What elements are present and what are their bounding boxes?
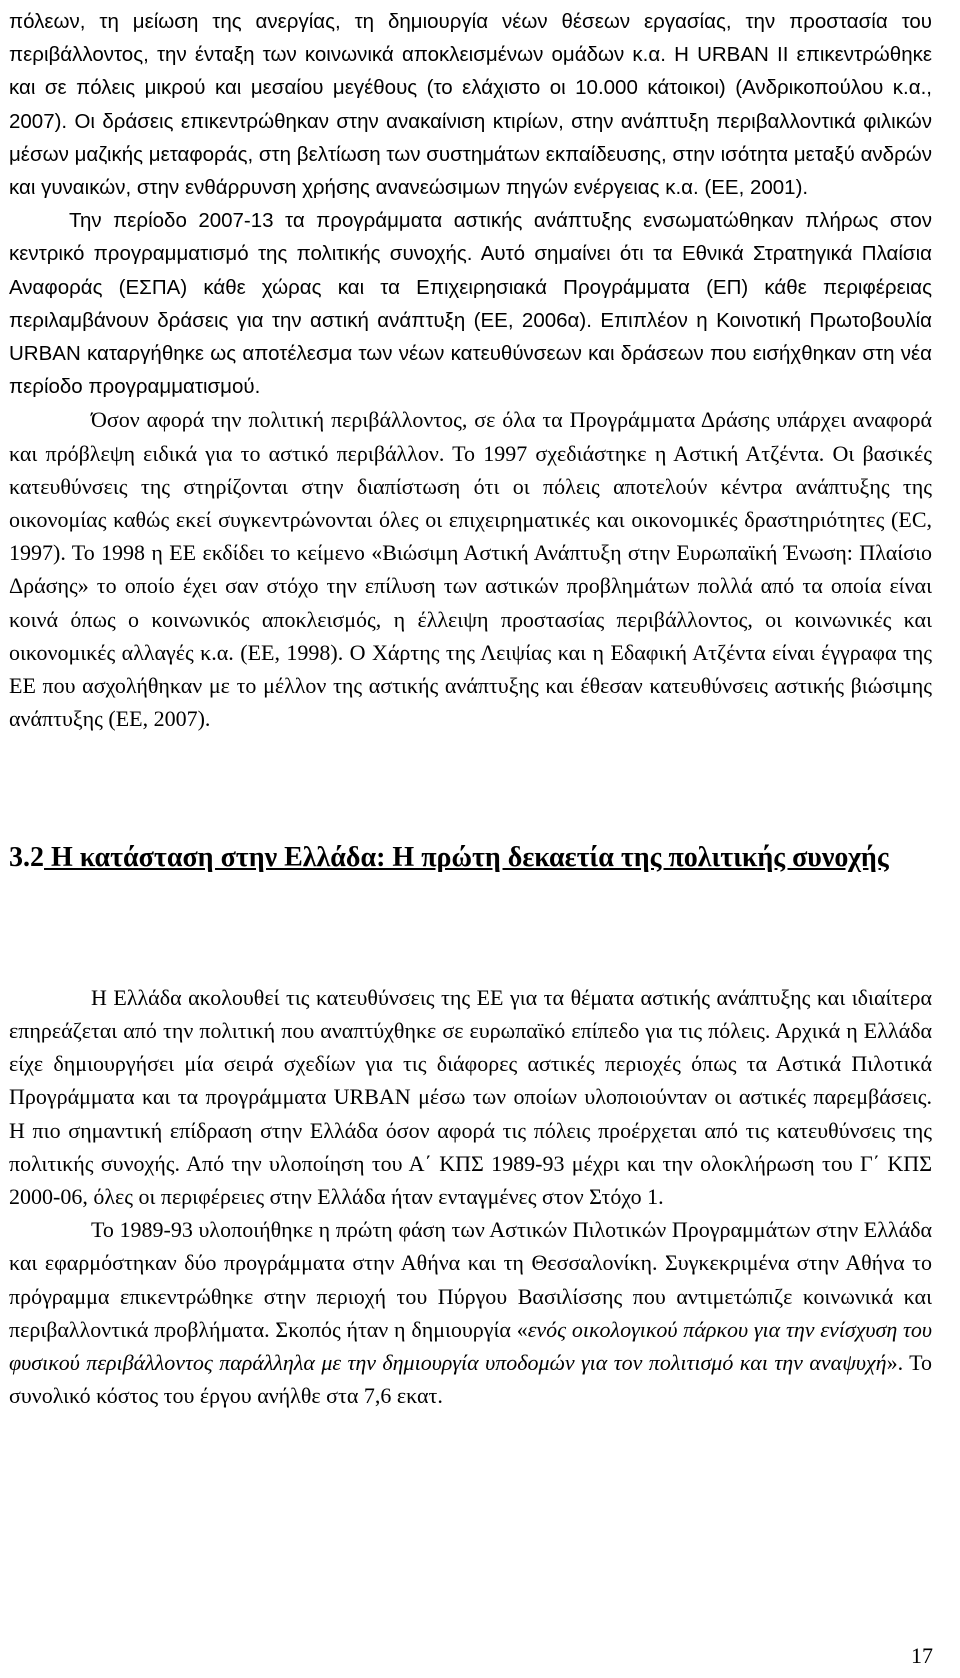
paragraph-urban-ii: πόλεων, τη μείωση της ανεργίας, τη δημιουργία νέων θέσεων εργασίας, την προστασία του περιβάλλοντος, την ένταξη των κοινωνικά αποκλεισμένων ομάδων κ.α. Η URBAN II επικεντρώθηκε και σε πόλεις μικρού και μεσαίου μεγέθους (το ελάχιστο οι 10.000 κάτοικοι) (Ανδρικοπούλου κ.α., 2007). Οι δράσεις επικεντρώθηκαν στην ανακαίνιση κτιρίων, στην ανάπτυξη περιβαλλοντικά φιλικών μέσων μαζικής μεταφοράς, στη βελτίωση των συστημάτων εκπαίδευσης, στην ισότητα μεταξύ ανδρών και γυναικών, στην ενθάρρυνση χρήσης ανανεώσιμων πηγών ενέργειας κ.α. (ΕΕ, 2001).: [9, 10, 932, 200]
pilot-text-start: Το 1989-93 υλοποιήθηκε η πρώτη φάση των Αστικών Πιλοτικών Προγραμμάτων στην Ελλάδα και εφαρμόστηκαν δύο προγράμματα στην Αθήνα και τη Θεσσαλονίκη. Συγκεκριμένα στην Αθήνα το πρόγραμμα επικεντρώθηκε στην περιοχή του Πύργου Βασιλίσσης που αντιμετώπιζε κοινωνικά και περιβαλλοντικά προβλήματα. Σκοπός ήταν η δημιουργία «: [9, 1217, 932, 1342]
section-number: 3.2: [9, 842, 44, 874]
spacer: [9, 901, 932, 981]
section-title: Η κατάσταση στην Ελλάδα: Η πρώτη δεκαετία της πολιτικής συνοχής: [44, 842, 889, 874]
page-number: 17: [911, 1642, 933, 1668]
section-heading: [9, 839, 932, 877]
paragraph-environment-policy: Όσον αφορά την πολιτική περιβάλλοντος, σε όλα τα Προγράμματα Δράσης υπάρχει αναφορά και πρόβλεψη ειδικά για το αστικό περιβάλλον. Το 1997 σχεδιάστηκε η Αστική Ατζέντα. Οι βασικές κατευθύνσεις της στηρίζονται στην διαπίστωση ότι οι πόλεις αποτελούν κέντρα ανάπτυξης της οικονομίας καθώς εκεί συγκεντρώνονται όλες οι επιχειρηματικές και οικονομικές δραστηριότητες (EC, 1997). Το 1998 η ΕΕ εκδίδει το κείμενο «Βιώσιμη Αστική Ανάπτυξη στην Ευρωπαϊκή Ένωση: Πλαίσιο Δράσης» το οποίο έχει σαν στόχο την επίλυση των αστικών προβλημάτων πολλά από τα οποία είναι κοινά όπως ο κοινωνικός αποκλεισμός, η έλλειψη προστασίας περιβάλλοντος, οι κοινωνικές και οικονομικές αλλαγές κ.α. (ΕΕ, 1998). Ο Χάρτης της Λειψίας και η Εδαφική Ατζέντα είναι έγγραφα της ΕΕ που ασχολήθηκαν με το μέλλον της αστικής ανάπτυξης και έθεσαν κατευθύνσεις αστικής βιώσιμης ανάπτυξης (ΕΕ, 2007).: [9, 407, 932, 732]
pilot-text-end: ». Το συνολικό κόστος του έργου ανήλθε στα 7,6 εκατ.: [9, 1349, 932, 1409]
pilot-quote: ενός οικολογικού πάρκου για την ενίσχυση του φυσικού περιβάλλοντος παράλληλα με την δημιουργία υποδομών για τον πολιτισμό και την αναψυχή: [9, 1316, 932, 1375]
paragraph-greece-directions: Η Ελλάδα ακολουθεί τις κατευθύνσεις της ΕΕ για τα θέματα αστικής ανάπτυξης και ιδιαίτερα επηρεάζεται από την πολιτική που αναπτύχθηκε σε ευρωπαϊκό επίπεδο για τις πόλεις. Αρχικά η Ελλάδα είχε δημιουργήσει μία σειρά σχεδίων για τις διάφορες αστικές περιοχές όπως τα Αστικά Πιλοτικά Προγράμματα και τα προγράμματα URBAN μέσω των οποίων υλοποιούνταν οι αστικές παρεμβάσεις. Η πιο σημαντική επίδραση στην Ελλάδα όσον αφορά τις πόλεις προέρχεται από τις κατευθύνσεις της πολιτικής συνοχής. Από την υλοποίηση του Α΄ ΚΠΣ 1989-93 μέχρι και την ολοκλήρωση του Γ΄ ΚΠΣ 2000-06, όλες οι περιφέρειες στην Ελλάδα ήταν ενταγμένες στον Στόχο 1.: [9, 984, 932, 1209]
paragraph-pilot-programs: [9, 1213, 932, 1412]
paragraph-2007-13-period: Την περίοδο 2007-13 τα προγράμματα αστικής ανάπτυξης ενσωματώθηκαν πλήρως στον κεντρικό προγραμματισμό της πολιτικής συνοχής. Αυτό σημαίνει ότι τα Εθνικά Στρατηγικά Πλαίσια Αναφοράς (ΕΣΠΑ) κάθε χώρας και τα Επιχειρησιακά Προγράμματα (ΕΠ) κάθε περιφέρειας περιλαμβάνουν δράσεις για την αστική ανάπτυξη (ΕΕ, 2006α). Επιπλέον η Κοινοτική Πρωτοβουλία URBAN καταργήθηκε ως αποτέλεσμα των νέων κατευθύνσεων και δράσεων που εισήχθηκαν στη νέα περίοδο προγραμματισμού.: [9, 209, 932, 399]
